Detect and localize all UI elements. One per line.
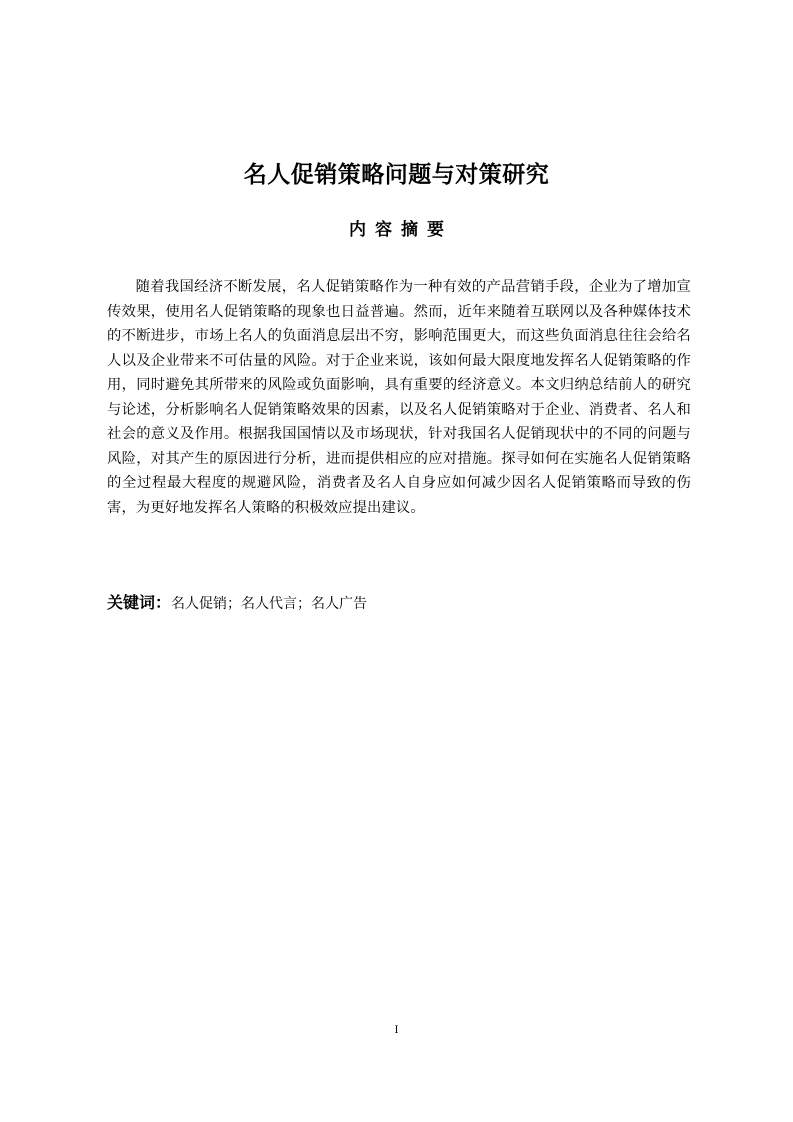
keywords-line: [107, 591, 691, 616]
keywords-label: 关键词：: [107, 593, 172, 612]
abstract-heading: 内容摘要: [349, 220, 453, 240]
abstract-paragraph: 随着我国经济不断发展，名人促销策略作为一种有效的产品营销手段，企业为了增加宣传效果，使用名人促销策略的现象也日益普遍。然而，近年来随着互联网以及各种媒体技术的不断进步，市场上名人的负面消息层出不穷，影响范围更大，而这些负面消息往往会给名人以及企业带来不可估量的风险。对于企业来说，该如何最大限度地发挥名人促销策略的作用，同时避免其所带来的风险或负面影响，具有重要的经济意义。本文归纳总结前人的研究与论述，分析影响名人促销策略效果的因素，以及名人促销策略对于企业、消费者、名人和社会的意义及作用。根据我国国情以及市场现状，针对我国名人促销现状中的不同的问题与风险，对其产生的原因进行分析，进而提供相应的应对措施。探寻如何在实施名人促销策略的全过程最大程度的规避风险，消费者及名人自身应如何减少因名人促销策略而导致的伤害，为更好地发挥名人策略的积极效应提出建议。: [107, 279, 691, 516]
document-title: 名人促销策略问题与对策研究: [243, 162, 550, 188]
page-number: I: [394, 1025, 399, 1036]
keywords-text: 名人促销；名人代言；名人广告: [171, 596, 368, 612]
